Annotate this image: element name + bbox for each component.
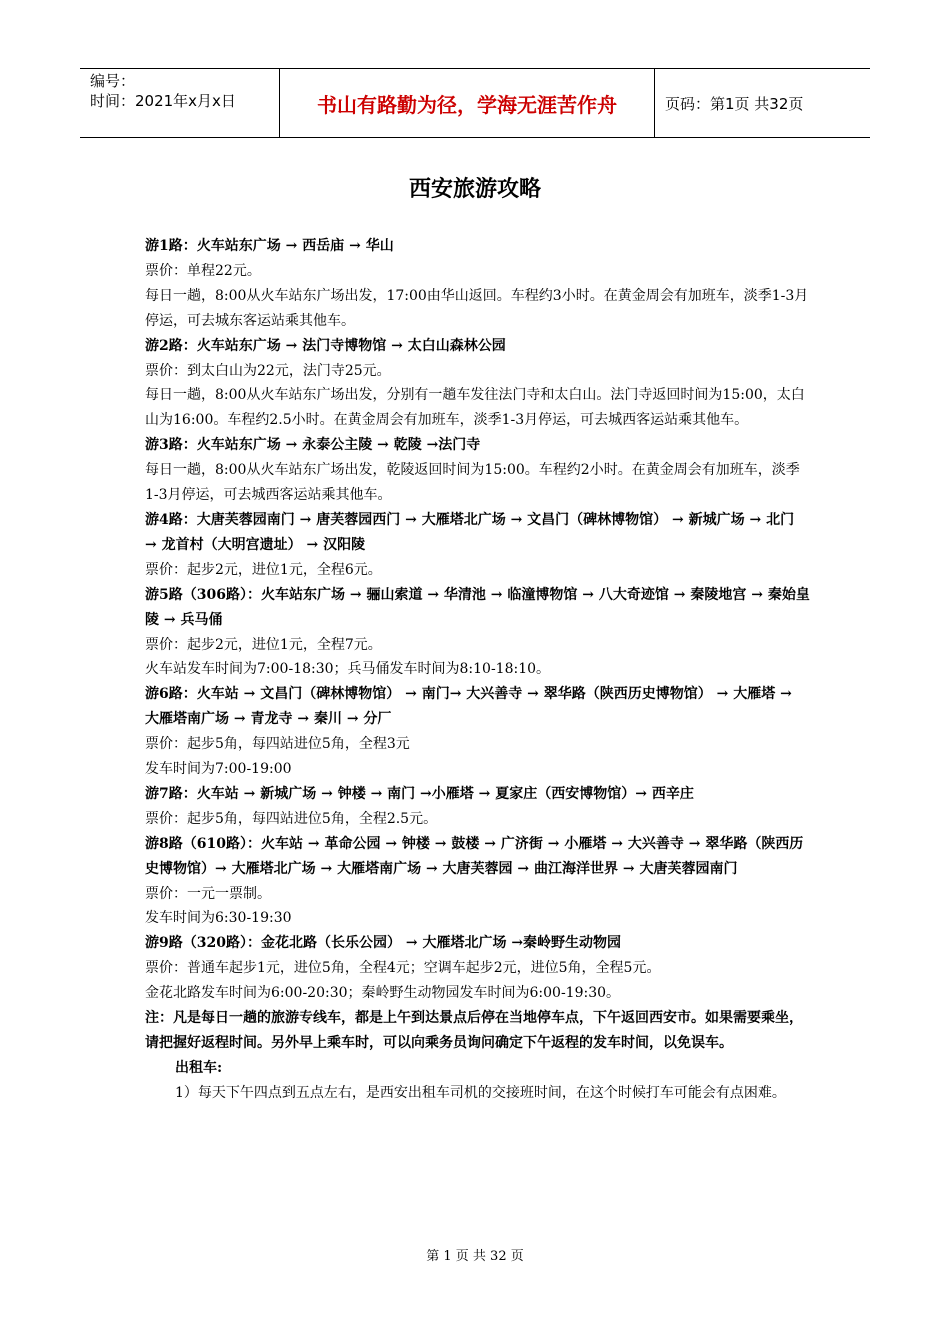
paragraph: 票价：起步2元，进位1元，全程6元。 [145,561,382,578]
route-heading: 游9路（320路）：金花北路（长乐公园） → 大雁塔北广场 →秦岭野生动物园 [145,935,622,952]
route-heading: 出租车: [175,1059,223,1076]
paragraph: 票价：到太白山为22元，法门寺25元。 [145,362,391,379]
time-label: 时间：2021年x月x日 [90,92,236,110]
paragraph: 每日一趟，8:00从火车站东广场出发，乾陵返回时间为15:00。车程约2小时。在黄金周会有加班车，淡季1-3月停运，可去城西客运站乘其他车。 [145,462,800,504]
page-header [80,68,870,138]
paragraph: 金花北路发车时间为6:00-20:30；秦岭野生动物园发车时间为6:00-19:30。 [145,985,621,1002]
route-heading: 游2路：火车站东广场 → 法门寺博物馆 → 太白山森林公园 [145,337,506,354]
route-heading: 游1路：火车站东广场 → 西岳庙 → 华山 [145,238,394,254]
route-heading: 游7路：火车站 → 新城广场 → 钟楼 → 南门 →小雁塔 → 夏家庄（西安博物馆）→ 西辛庄 [145,785,694,802]
paragraph: 发车时间为6:30-19:30 [145,910,292,927]
paragraph: 票价：起步5角，每四站进位5角，全程3元 [145,736,410,753]
paragraph: 票价：单程22元。 [145,262,261,279]
header-page-info: 页码：第1页 共32页 [665,94,804,113]
paragraph: 票价：普通车起步1元，进位5角，全程4元；空调车起步2元，进位5角，全程5元。 [145,960,661,977]
paragraph: 每日一趟，8:00从火车站东广场出发，17:00由华山返回。车程约3小时。在黄金周会有加班车，淡季1-3月停运，可去城东客运站乘其他车。 [145,287,809,329]
paragraph: 票价：一元一票制。 [145,885,271,902]
paragraph: 每日一趟，8:00从火车站东广场出发，分别有一趟车发往法门寺和太白山。法门寺返回时间为15:00，太白山为16:00。车程约2.5小时。在黄金周会有加班车，淡季1-3月停运，可去城西客运站乘其他车。 [145,387,805,429]
route-heading: 注：凡是每日一趟的旅游专线车，都是上午到达景点后停在当地停车点，下午返回西安市。如果需要乘坐，请把握好返程时间。另外早上乘车时，可以向乘务员询问确定下午返程的发车时间，以免误车。 [145,1010,803,1051]
paragraph: 发车时间为7:00-19:00 [145,761,292,778]
paragraph: 票价：起步5角，每四站进位5角，全程2.5元。 [145,810,438,827]
paragraph: 火车站发车时间为7:00-18:30；兵马俑发车时间为8:10-18:10。 [145,661,551,678]
document-body [145,234,810,1106]
header-meta [80,69,280,137]
number-label: 编号： [90,72,136,90]
paragraph: 1）每天下午四点到五点左右，是西安出租车司机的交接班时间，在这个时候打车可能会有点困难。 [175,1084,786,1101]
route-heading: 游5路（306路）：火车站东广场 → 骊山索道 → 华清池 → 临潼博物馆 → 八大奇迹馆 → 秦陵地宫 → 秦始皇陵 → 兵马俑 [145,586,810,628]
route-heading: 游3路：火车站东广场 → 永泰公主陵 → 乾陵 →法门寺 [145,437,481,454]
route-heading: 游4路：大唐芙蓉园南门 → 唐芙蓉园西门 → 大雁塔北广场 → 文昌门（碑林博物馆） → 新城广场 → 北门 → 龙首村（大明宫遗址） → 汉阳陵 [145,511,795,553]
document-title: 西安旅游攻略 [408,176,541,202]
header-motto: 书山有路勤为径，学海无涯苦作舟 [280,69,655,137]
paragraph: 票价：起步2元，进位1元，全程7元。 [145,636,382,653]
page-footer: 第 1 页 共 32 页 [426,1249,524,1264]
route-heading: 游8路（610路）：火车站 → 革命公园 → 钟楼 → 鼓楼 → 广济街 → 小雁塔 → 大兴善寺 → 翠华路（陕西历史博物馆）→ 大雁塔北广场 → 大雁塔南广场 → 大唐芙蓉园 → 曲江海洋世界 → 大唐芙蓉园南门 [145,835,804,877]
route-heading: 游6路：火车站 → 文昌门（碑林博物馆） → 南门→ 大兴善寺 → 翠华路（陕西历史博物馆） → 大雁塔 → 大雁塔南广场 → 青龙寺 → 秦川 → 分厂 [145,686,792,728]
